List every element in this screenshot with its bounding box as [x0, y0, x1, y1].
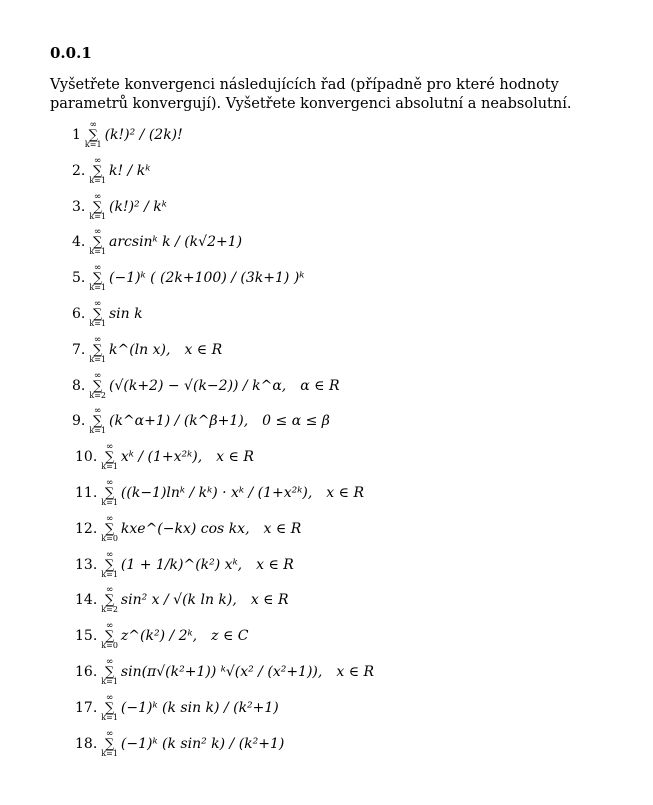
series-term: xᵏ / (1+x²ᵏ),	[120, 449, 203, 466]
parameter-condition: x ∈ R	[250, 592, 289, 609]
series-term: ((k−1)lnᵏ / kᵏ) · xᵏ / (1+x²ᵏ),	[120, 485, 313, 501]
sum-symbol: ∞ ∑ k=2	[89, 370, 106, 400]
series-term: (−1)ᵏ ( (2k+100) / (3k+1) )ᵏ	[109, 270, 305, 287]
list-item	[72, 404, 330, 438]
series-term: (1 + 1/k)^(k²) xᵏ,	[120, 556, 243, 573]
sum-lower-index: k=1	[89, 247, 106, 257]
series-term: z^(k²) / 2ᵏ,	[120, 628, 198, 645]
item-number: 2.	[72, 162, 86, 179]
series-term: (√(k+2) − √(k−2)) / k^α,	[109, 377, 287, 394]
sum-symbol: ∞ ∑ k=1	[84, 120, 102, 149]
item-number: 4.	[72, 234, 86, 251]
sum-lower-index: k=1	[101, 498, 118, 507]
item-number: 11.	[75, 485, 98, 501]
list-item	[72, 333, 222, 367]
series-term: sin² x / √(k ln k),	[120, 592, 237, 609]
list-item	[75, 727, 284, 761]
series-term: (−1)ᵏ (k sin² k) / (k²+1)	[120, 735, 285, 752]
sum-lower-index: k=0	[101, 641, 118, 651]
section-title: 0.0.1	[50, 44, 92, 62]
list-item	[75, 583, 289, 617]
parameter-condition: x ∈ R	[326, 485, 364, 501]
sum-symbol: ∞ ∑ k=1	[89, 227, 106, 257]
intro-text: Vyšetřete konvergenci následujících řad (případně pro které hodnoty parametrů konvergují). Vyšetřete konvergenci absolutní a neabsolutní.	[50, 77, 572, 112]
sum-lower-index: k=1	[89, 319, 106, 328]
sum-symbol: ∞ ∑ k=2	[101, 585, 118, 615]
parameter-condition: x ∈ R	[256, 556, 294, 573]
item-number: 18.	[75, 735, 98, 752]
item-number: 10.	[75, 449, 98, 466]
sum-lower-index: k=1	[89, 283, 106, 293]
list-item	[72, 154, 150, 188]
item-number: 13.	[75, 556, 98, 573]
parameter-condition: z ∈ C	[211, 628, 249, 645]
item-number: 6.	[72, 306, 86, 322]
item-number: 17.	[75, 699, 98, 716]
series-term: (−1)ᵏ (k sin k) / (k²+1)	[120, 699, 279, 716]
sum-lower-index: k=1	[101, 677, 118, 686]
sum-lower-index: k=2	[101, 605, 118, 615]
list-item	[75, 440, 254, 474]
series-term: (k!)² / (2k)!	[104, 127, 183, 143]
list-item	[72, 261, 304, 295]
parameter-condition: x ∈ R	[216, 449, 254, 466]
sum-symbol: ∞ ∑ k=0	[101, 513, 118, 543]
item-number: 15.	[75, 628, 98, 645]
sum-lower-index: k=1	[101, 712, 118, 722]
series-term: (k^α+1) / (k^β+1),	[109, 413, 249, 430]
sum-symbol: ∞ ∑ k=1	[101, 442, 118, 472]
sum-symbol: ∞ ∑ k=1	[89, 334, 106, 364]
item-number: 9.	[72, 413, 86, 430]
list-item	[72, 225, 242, 259]
item-number: 16.	[75, 664, 98, 680]
sum-lower-index: k=1	[89, 426, 106, 436]
parameter-condition: x ∈ R	[184, 341, 223, 358]
sum-lower-index: k=0	[101, 533, 118, 543]
list-item	[75, 619, 248, 653]
list-item	[75, 548, 294, 582]
item-number: 8.	[72, 377, 86, 394]
sum-lower-index: k=1	[101, 569, 118, 579]
series-term: arcsinᵏ k / (k√2+1)	[109, 234, 243, 251]
list-item	[75, 512, 301, 546]
sum-symbol: ∞ ∑ k=1	[89, 155, 106, 185]
series-term: kxe^(−kx) cos kx,	[120, 520, 250, 537]
sum-lower-index: k=1	[89, 354, 106, 364]
list-item	[72, 190, 167, 224]
sum-symbol: ∞ ∑ k=1	[89, 299, 106, 328]
sum-lower-index: k=1	[101, 462, 118, 472]
series-term: k^(ln x),	[109, 341, 171, 358]
sum-symbol: ∞ ∑ k=1	[89, 263, 106, 293]
item-number: 5.	[72, 270, 86, 287]
sum-lower-index: k=1	[89, 211, 106, 221]
list-item	[75, 476, 364, 510]
item-number: 12.	[75, 520, 98, 537]
series-term: (k!)² / kᵏ	[109, 198, 167, 215]
sum-symbol: ∞ ∑ k=1	[89, 406, 106, 436]
series-term: k! / kᵏ	[109, 162, 151, 179]
list-item	[72, 369, 340, 403]
sum-symbol: ∞ ∑ k=1	[101, 728, 118, 758]
item-number: 7.	[72, 341, 86, 358]
sum-lower-index: k=1	[84, 140, 102, 149]
sum-symbol: ∞ ∑ k=1	[101, 478, 118, 507]
list-item	[75, 691, 279, 725]
sum-lower-index: k=2	[89, 390, 106, 400]
parameter-condition: x ∈ R	[263, 520, 302, 537]
series-term: sin(π√(k²+1)) ᵏ√(x² / (x²+1)),	[120, 664, 323, 680]
parameter-condition: x ∈ R	[336, 664, 375, 680]
sum-lower-index: k=1	[101, 748, 118, 758]
sum-symbol: ∞ ∑ k=1	[89, 191, 106, 221]
item-number: 1	[72, 127, 81, 143]
list-item	[72, 297, 143, 331]
item-number: 14.	[75, 592, 98, 609]
list-item	[75, 655, 374, 689]
list-item	[72, 118, 183, 152]
parameter-condition: α ∈ R	[300, 377, 340, 394]
series-term: sin k	[109, 306, 143, 322]
parameter-condition: 0 ≤ α ≤ β	[262, 413, 330, 430]
item-number: 3.	[72, 198, 86, 215]
sum-symbol: ∞ ∑ k=1	[101, 657, 118, 686]
sum-symbol: ∞ ∑ k=0	[101, 621, 118, 651]
sum-symbol: ∞ ∑ k=1	[101, 692, 118, 722]
sum-lower-index: k=1	[89, 175, 106, 185]
sum-symbol: ∞ ∑ k=1	[101, 549, 118, 579]
